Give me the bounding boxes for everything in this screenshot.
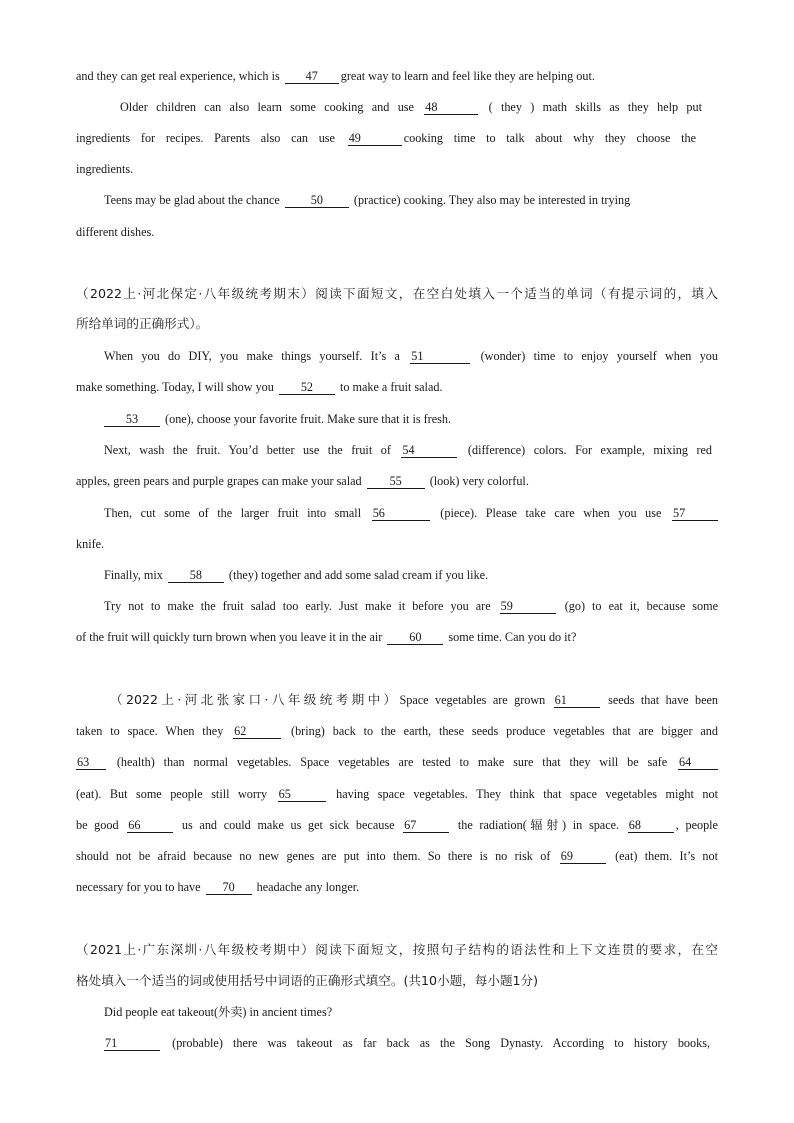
text-segment: seeds that have been — [601, 693, 718, 707]
text-segment: Try not to make the fruit salad too early. Just make it before you are — [104, 599, 498, 613]
text-segment: (piece). Please take care when you use — [431, 506, 670, 520]
section2-line-6 — [104, 505, 718, 521]
answer-blank-54[interactable]: 54 — [401, 444, 457, 458]
passage1-line-2 — [120, 99, 702, 115]
answer-blank-50[interactable]: 50 — [285, 194, 349, 208]
answer-blank-59[interactable]: 59 — [500, 600, 556, 614]
text-segment: Then, cut some of the larger fruit into small — [104, 506, 370, 520]
answer-blank-65[interactable]: 65 — [278, 788, 326, 802]
answer-blank-58[interactable]: 58 — [168, 569, 224, 583]
answer-blank-49[interactable]: 49 — [348, 132, 402, 146]
section4-header-line-2: 格处填入一个适当的词或使用括号中词语的正确形式填空。(共10小题，每小题1分) — [76, 973, 539, 988]
section3-line-3 — [76, 754, 718, 770]
passage1-line-6 — [76, 224, 718, 240]
answer-blank-56[interactable]: 56 — [372, 507, 430, 521]
section4-header-line-1: （2021上·广东深圳·八年级校考期中）阅读下面短文，按照句子结构的语法性和上下文连贯的要求，在空 — [76, 942, 718, 957]
section2-line-4 — [104, 442, 712, 458]
text-segment: make something. Today, I will show you — [76, 380, 277, 394]
answer-blank-53[interactable]: 53 — [104, 413, 160, 427]
section2-header-line-1: （2022上·河北保定·八年级统考期末）阅读下面短文，在空白处填入一个适当的单词（有提示词的，填入 — [76, 286, 718, 301]
section2-line-10 — [76, 629, 718, 645]
section2-line-5 — [76, 473, 718, 489]
section3-line-2 — [76, 723, 718, 739]
text-segment: (eat). But some people still worry — [76, 787, 276, 801]
text-segment: ingredients for recipes. Parents also can use — [76, 131, 346, 145]
text-segment: Space vegetables are grown — [399, 693, 552, 707]
text-segment: great way to learn and feel like they are helping out. — [340, 69, 595, 83]
section2-line-9 — [104, 598, 718, 614]
text-segment: and they can get real experience, which is — [76, 69, 283, 83]
section3-line-5 — [76, 817, 718, 833]
text-segment: be good — [76, 818, 126, 832]
answer-blank-64[interactable]: 64 — [678, 756, 718, 770]
text-segment: of the fruit will quickly turn brown when you leave it in the air — [76, 630, 386, 644]
text-segment: knife. — [76, 537, 105, 551]
passage1-line-5 — [104, 192, 718, 208]
text-segment: having space vegetables. They think that space vegetables might not — [327, 787, 718, 801]
text-segment: (difference) colors. For example, mixing red — [459, 443, 712, 457]
text-segment: (practice) cooking. They also may be interested in trying — [350, 193, 631, 207]
text-segment: Older children can also learn some cooking and use — [120, 100, 423, 114]
answer-blank-55[interactable]: 55 — [367, 475, 425, 489]
answer-blank-68[interactable]: 68 — [628, 819, 674, 833]
text-segment: Did people eat takeout(外卖) in ancient times? — [104, 1005, 333, 1019]
text-segment: (look) very colorful. — [426, 474, 529, 488]
text-segment: (bring) back to the earth, these seeds produce vegetables that are bigger and — [283, 724, 718, 738]
section2-line-3 — [104, 411, 718, 427]
answer-blank-62[interactable]: 62 — [233, 725, 281, 739]
section2-line-8 — [104, 567, 718, 583]
section3-line-1 — [110, 692, 718, 708]
text-segment: (probable) there was takeout as far back as the Song Dynasty. According to history books, — [162, 1036, 710, 1050]
text-segment: ingredients. — [76, 162, 134, 176]
text-segment: Next, wash the fruit. You’d better use the fruit of — [104, 443, 400, 457]
text-segment: the radiation(辐射) in space. — [451, 818, 626, 832]
text-segment: necessary for you to have — [76, 880, 204, 894]
passage1-line-4 — [76, 161, 718, 177]
section2-line-2 — [76, 379, 718, 395]
text-segment: headache any longer. — [253, 880, 360, 894]
text-segment: (one), choose your favorite fruit. Make sure that it is fresh. — [162, 412, 452, 426]
text-segment: (wonder) time to enjoy yourself when you — [472, 349, 718, 363]
text-segment: should not be afraid because no new genes are put into them. So there is no risk of — [76, 849, 558, 863]
answer-blank-67[interactable]: 67 — [403, 819, 449, 833]
text-segment: (health) than normal vegetables. Space vegetables are tested to make sure that they will be safe — [108, 755, 676, 769]
text-segment: (go) to eat it, because some — [557, 599, 718, 613]
text-segment: us and could make us get sick because — [175, 818, 402, 832]
text-segment: apples, green pears and purple grapes can make your salad — [76, 474, 365, 488]
passage1-line-1 — [76, 68, 718, 84]
answer-blank-70[interactable]: 70 — [206, 881, 252, 895]
text-segment: taken to space. When they — [76, 724, 232, 738]
answer-blank-57[interactable]: 57 — [672, 507, 718, 521]
text-segment: cooking time to talk about why they choose the — [403, 131, 696, 145]
section2-line-7 — [76, 536, 718, 552]
text-segment: Finally, mix — [104, 568, 166, 582]
answer-blank-63[interactable]: 63 — [76, 756, 106, 770]
answer-blank-71[interactable]: 71 — [104, 1037, 160, 1051]
text-segment: (they) together and add some salad cream if you like. — [225, 568, 489, 582]
text-segment: to make a fruit salad. — [336, 380, 443, 394]
section2-header-line-2: 所给单词的正确形式）。 — [76, 316, 209, 331]
section4-line-1 — [104, 1004, 718, 1020]
answer-blank-47[interactable]: 47 — [285, 70, 339, 84]
text-segment: some time. Can you do it? — [445, 630, 577, 644]
text-segment: Teens may be glad about the chance — [104, 193, 283, 207]
answer-blank-51[interactable]: 51 — [410, 350, 470, 364]
passage1-line-3 — [76, 130, 696, 146]
answer-blank-66[interactable]: 66 — [127, 819, 173, 833]
text-segment: ( they ) math skills as they help put — [480, 100, 702, 114]
section3-line-6 — [76, 848, 718, 864]
answer-blank-48[interactable]: 48 — [424, 101, 478, 115]
answer-blank-69[interactable]: 69 — [560, 850, 606, 864]
section3-line-4 — [76, 786, 718, 802]
text-segment: When you do DIY, you make things yourself. It’s a — [104, 349, 409, 363]
text-segment: , people — [675, 818, 718, 832]
section4-line-2 — [104, 1035, 710, 1051]
answer-blank-60[interactable]: 60 — [387, 631, 443, 645]
section3-header: （2022上·河北张家口·八年级统考期中） — [110, 692, 400, 707]
text-segment: different dishes. — [76, 225, 155, 239]
answer-blank-52[interactable]: 52 — [279, 381, 335, 395]
answer-blank-61[interactable]: 61 — [554, 694, 600, 708]
section2-line-1 — [104, 348, 718, 364]
section3-line-7 — [76, 879, 718, 895]
text-segment: (eat) them. It’s not — [607, 849, 718, 863]
